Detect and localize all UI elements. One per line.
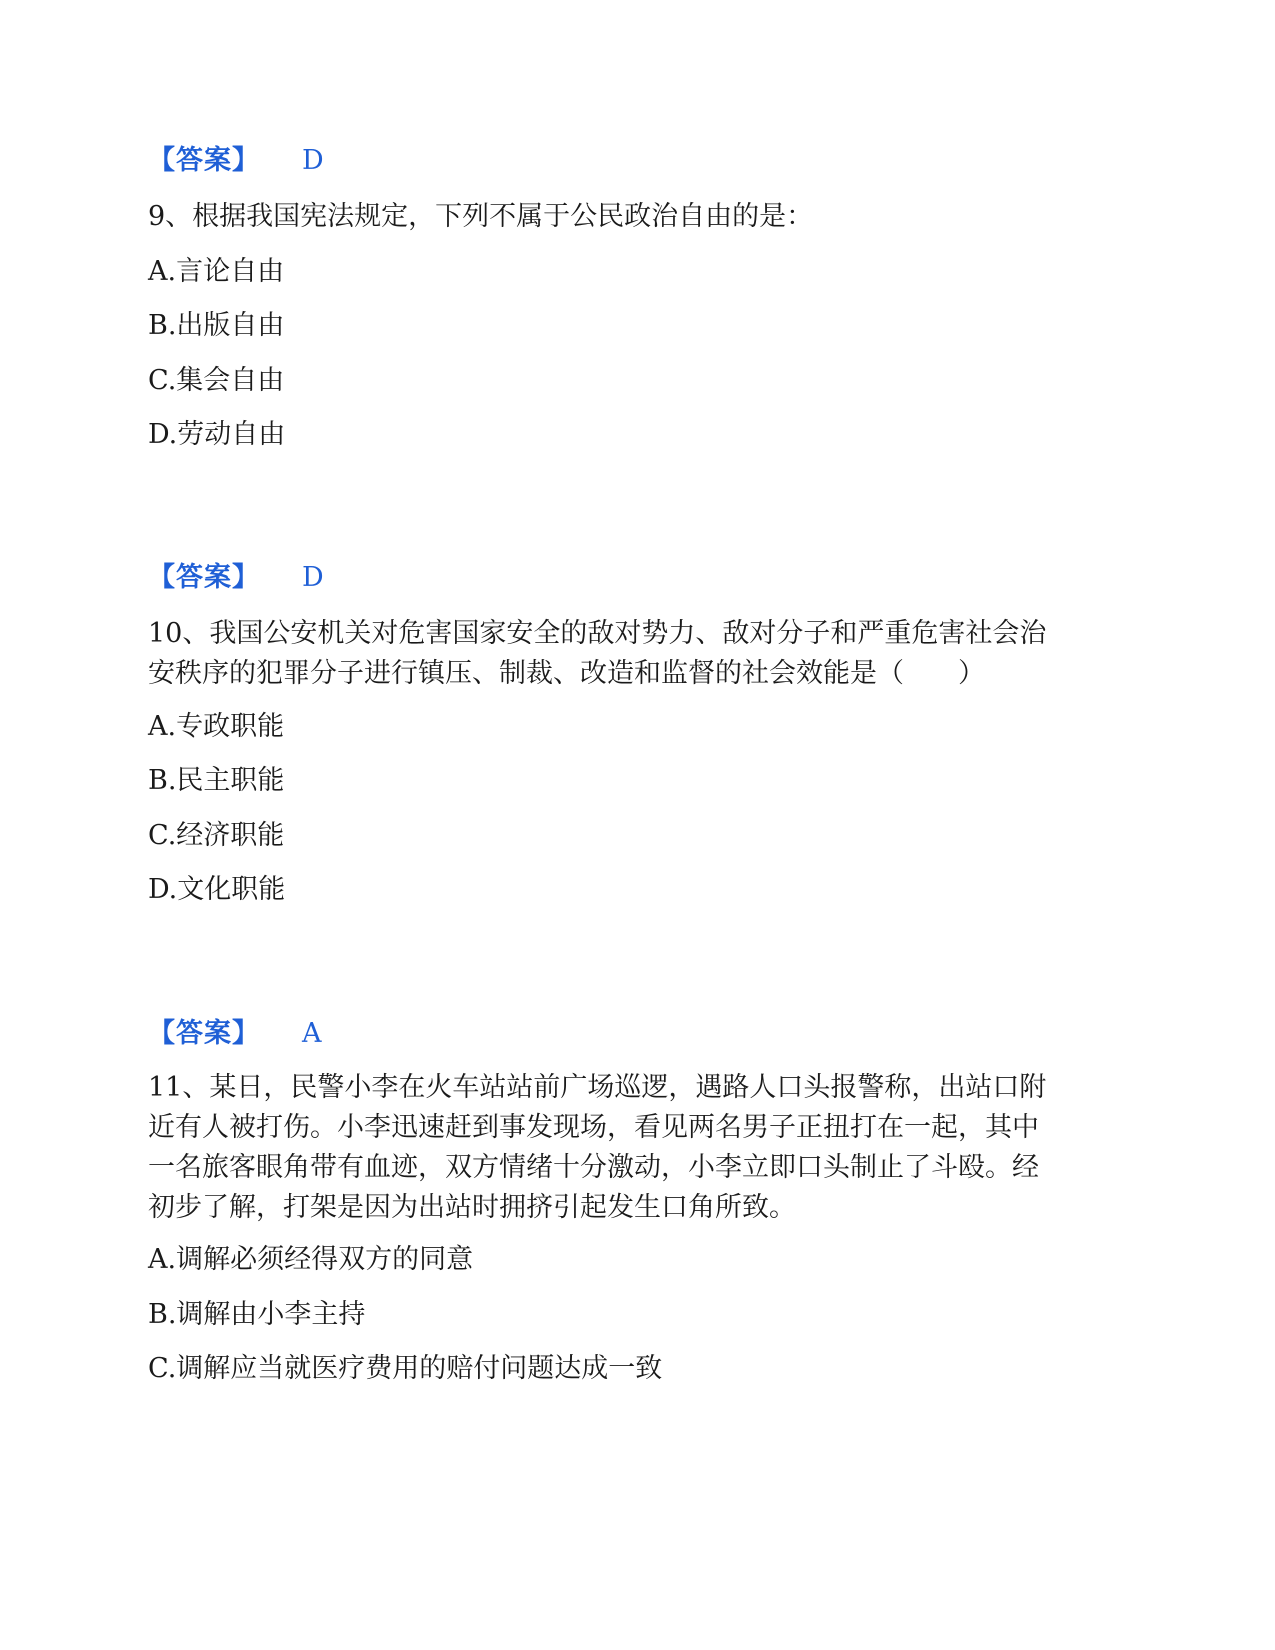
- question-10: [148, 614, 1128, 694]
- option-b: B.出版自由: [148, 310, 285, 341]
- question-line: 10、我国公安机关对危害国家安全的敌对势力、敌对分子和严重危害社会治: [148, 618, 1047, 649]
- question-line: 安秩序的犯罪分子进行镇压、制裁、改造和监督的社会效能是（ ）: [148, 658, 985, 689]
- option-a: A.调解必须经得双方的同意: [148, 1244, 474, 1275]
- option-c: C.经济职能: [148, 820, 285, 851]
- answer-line: [148, 141, 324, 181]
- question-text: 9、根据我国宪法规定，下列不属于公民政治自由的是：: [148, 201, 814, 232]
- answer-line: [148, 558, 324, 598]
- question-11: [148, 1068, 1128, 1228]
- question-line: 初步了解，打架是因为出站时拥挤引起发生口角所致。: [148, 1192, 796, 1223]
- option-c: C.调解应当就医疗费用的赔付问题达成一致: [148, 1353, 663, 1384]
- option-c: C.集会自由: [148, 365, 285, 396]
- option-d: D.劳动自由: [148, 419, 286, 450]
- option-a: A.专政职能: [148, 711, 285, 742]
- option-b: B.调解由小李主持: [148, 1299, 366, 1330]
- answer-line: [148, 1014, 322, 1054]
- option-a: A.言论自由: [148, 256, 285, 287]
- option-d: D.文化职能: [148, 874, 286, 905]
- answer-tag: 【答案】: [148, 145, 260, 176]
- question-line: 11、某日，民警小李在火车站站前广场巡逻，遇路人口头报警称，出站口附: [148, 1072, 1047, 1103]
- answer-value: D: [302, 145, 324, 176]
- option-b: B.民主职能: [148, 765, 285, 796]
- question-line: 近有人被打伤。小李迅速赶到事发现场，看见两名男子正扭打在一起，其中: [148, 1112, 1039, 1143]
- answer-value: A: [302, 1018, 322, 1049]
- answer-tag: 【答案】: [148, 562, 260, 593]
- answer-tag: 【答案】: [148, 1018, 260, 1049]
- answer-value: D: [302, 562, 324, 593]
- question-9: [148, 197, 1128, 237]
- question-line: 一名旅客眼角带有血迹，双方情绪十分激动，小李立即口头制止了斗殴。经: [148, 1152, 1039, 1183]
